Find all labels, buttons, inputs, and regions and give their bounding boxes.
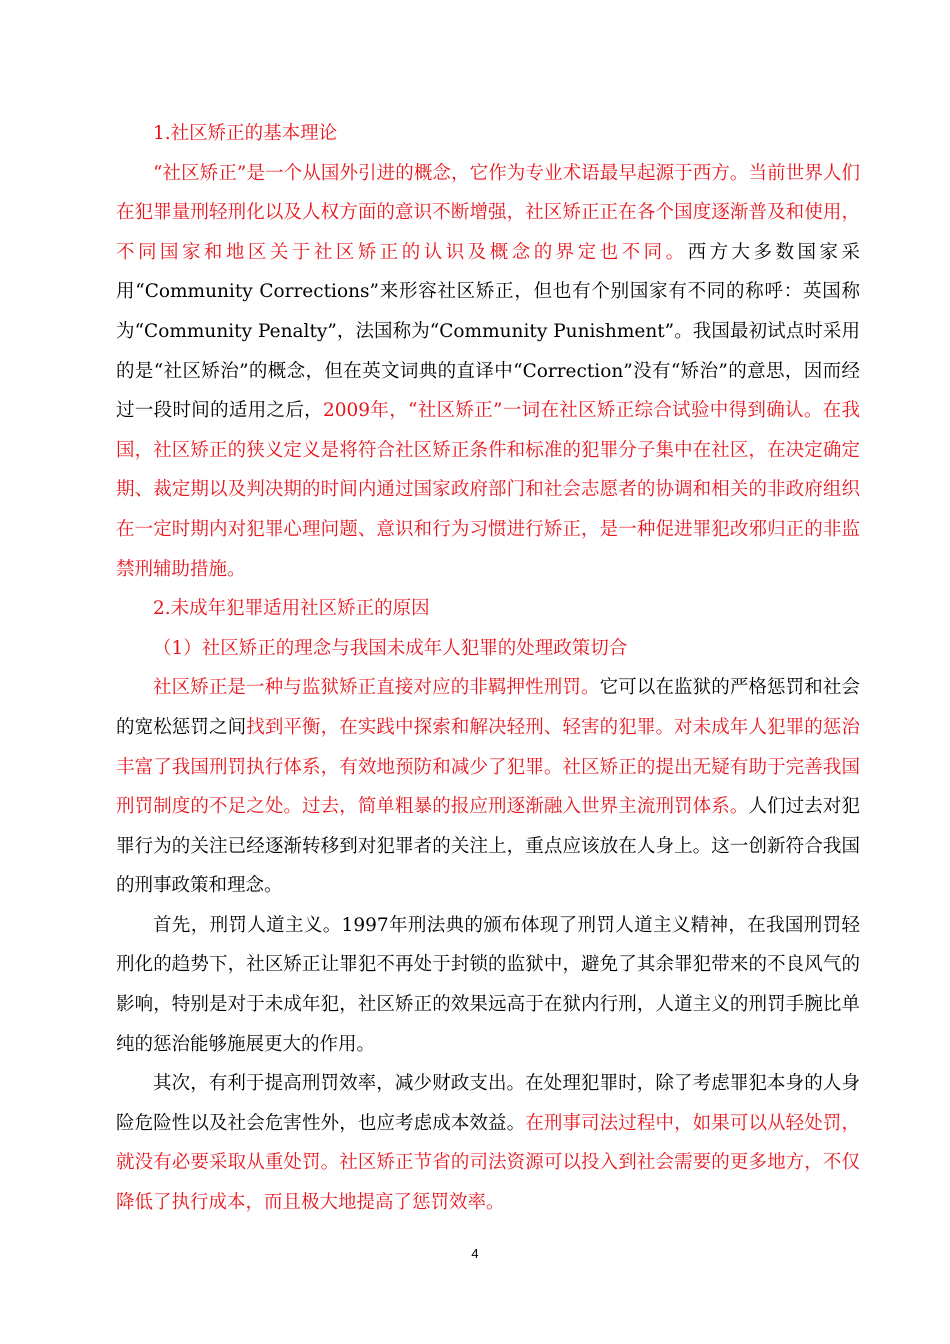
text-run: 西方大多数国家采用“Community Corrections”来形容社区矫正，但也有个别国家有不同的称呼：英国称为“Community Penalty”，法国称为“Community Punishment”。我国最初试点时采用的是“社区矫治”的概念，但在英文词典的直译中“Correction”没有“矫治”的意思，因而经过一段时间的适用之后， — [116, 241, 860, 422]
text-run: 它可以在监狱的严格惩罚和社会的宽松惩罚之间 — [116, 677, 860, 738]
text-run: “社区矫正”是一个从国外引进的概念，它作为专业术语最早起源于西方。 — [153, 162, 749, 184]
subsection-heading-1: （1）社区矫正的理念与我国未成年人犯罪的处理政策切合 — [153, 637, 628, 659]
paragraph-concept — [116, 154, 860, 590]
document-body — [116, 114, 860, 1223]
paragraph-policy — [116, 668, 860, 906]
text-run: 找到平衡，在实践中探索和解决轻刑、轻害的犯罪。对未成年人犯罪的惩治丰富了我国刑罚执行体系，有效地预防和减少了犯罪。社区矫正的提出无疑有助于完善我国刑罚制度的不足之处。过去，简单粗暴的报应刑逐渐融入世界主流刑罚体系。 — [116, 716, 860, 818]
section-heading-1: 1.社区矫正的基本理论 — [153, 123, 338, 144]
page-number: 4 — [471, 1246, 479, 1261]
section-heading-2: 2.未成年犯罪适用社区矫正的原因 — [153, 598, 430, 620]
text-run: 2009年，“社区矫正”一词在社区矫正综合试验中得到确认。在我国，社区矫正的狭义定义是将符合社区矫正条件和标准的犯罪分子集中在社区，在决定确定期、裁定期以及判决期的时间内通过国家政府部门和社会志愿者的协调和相关的非政府组织在一定时期内对犯罪心理问题、意识和行为习惯进行矫正，是一种促进罪犯改邪归正的非监禁刑辅助措施。 — [116, 400, 860, 580]
paragraph-humanitarian — [116, 906, 860, 1064]
text-run: 社区矫正是一种与监狱矫正直接对应的非羁押性刑罚。 — [153, 677, 600, 699]
text-run: 首先，刑罚人道主义。1997年刑法典的颁布体现了刑罚人道主义精神，在我国刑罚轻刑化的趋势下，社区矫正让罪犯不再处于封锁的监狱中，避免了其余罪犯带来的不良风气的影响，特别是对于未成年犯，社区矫正的效果远高于在狱内行刑，人道主义的刑罚手腕比单纯的惩治能够施展更大的作用。 — [116, 914, 860, 1055]
text-run: 其次，有利于提高刑罚效率，减少财政支出。在处理犯罪时，除了考虑罪犯本身的人身险危险性以及社会危害性外，也应考虑成本效益。 — [116, 1073, 860, 1134]
paragraph-efficiency — [116, 1064, 860, 1222]
text-run: 当前世界人们在犯罪量刑轻刑化以及人权方面的意识不断增强，社区矫正正在各个国度逐渐普及和使用，不同国家和地区关于社区矫正的认识及概念的界定也不同。 — [116, 162, 860, 263]
text-run: 在刑事司法过程中，如果可以从轻处罚，就没有必要采取从重处罚。社区矫正节省的司法资源可以投入到社会需要的更多地方，不仅降低了执行成本，而且极大地提高了惩罚效率。 — [116, 1112, 860, 1214]
text-run: 人们过去对犯罪行为的关注已经逐渐转移到对犯罪者的关注上，重点应该放在人身上。这一创新符合我国的刑事政策和理念。 — [116, 796, 860, 897]
